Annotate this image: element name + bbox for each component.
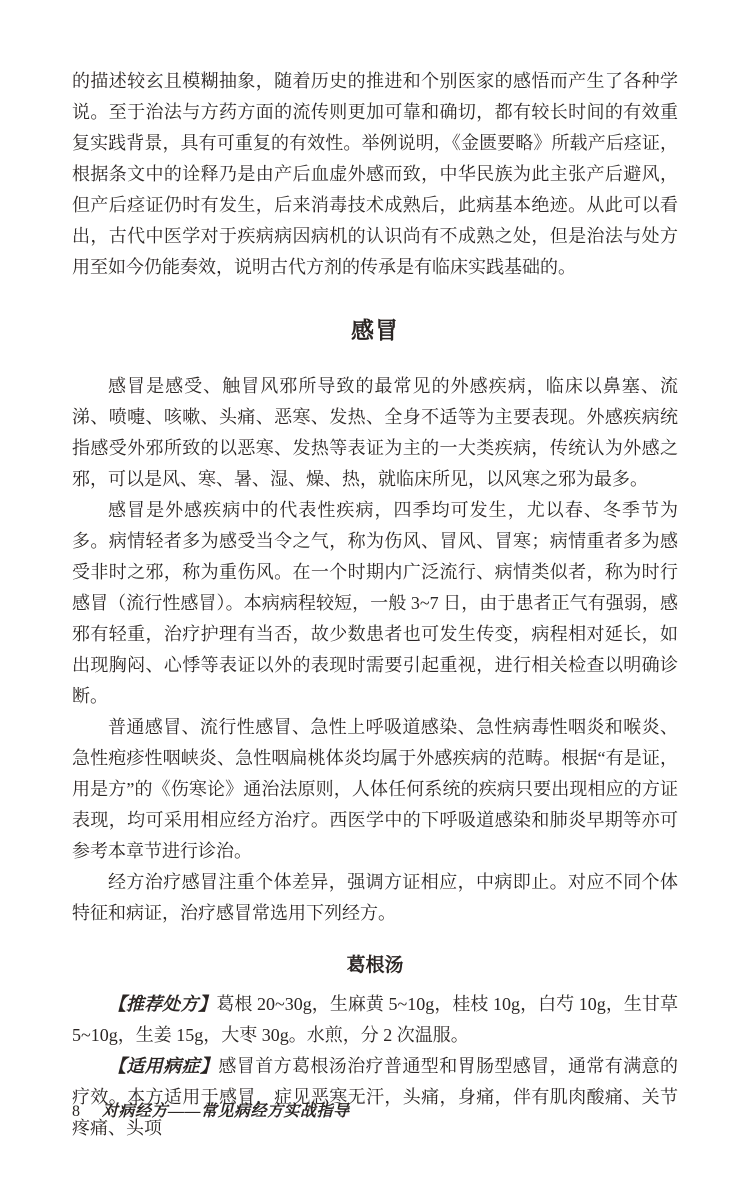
page-content	[72, 66, 678, 1144]
page-footer	[72, 1100, 678, 1124]
entry-text-recommended-prescription: 葛根 20~30g，生麻黄 5~10g，桂枝 10g，白芍 10g，生甘草 5~10g，生姜 15g，大枣 30g。水煎，分 2 次温服。	[72, 994, 679, 1045]
section-paragraph-1: 感冒是感受、触冒风邪所导致的最常见的外感疾病，临床以鼻塞、流涕、喷嚏、咳嗽、头痛、恶寒、发热、全身不适等为主要表现。外感疾病统指感受外邪所致的以恶寒、发热等表证为主的一大类疾病，传统认为外感之邪，可以是风、寒、暑、湿、燥、热，就临床所见，以风寒之邪为最多。	[72, 376, 678, 489]
section-paragraph-2: 感冒是外感疾病中的代表性疾病，四季均可发生，尤以春、冬季节为多。病情轻者多为感受当令之气，称为伤风、冒风、冒寒；病情重者多为感受非时之邪，称为重伤风。在一个时期内广泛流行、病情类似者，称为时行感冒（流行性感冒）。本病病程较短，一般 3~7 日，由于患者正气有强弱，感邪有轻重，治疗护理有当否，故少数患者也可发生传变，病程相对延长，如出现胸闷、心悸等表证以外的表现时需要引起重视，进行相关检查以明确诊断。	[72, 500, 678, 706]
section-title-ganmao: 感冒	[351, 317, 399, 343]
section-paragraph-3: 普通感冒、流行性感冒、急性上呼吸道感染、急性病毒性咽炎和喉炎、急性疱疹性咽峡炎、急性咽扁桃体炎均属于外感疾病的范畴。根据“有是证，用是方”的《伤寒论》通治法原则，人体任何系统的疾病只要出现相应的方证表现，均可采用相应经方治疗。西医学中的下呼吸道感染和肺炎早期等亦可参考本章节进行诊治。	[72, 717, 678, 861]
intro-continuation-paragraph: 的描述较玄且模糊抽象，随着历史的推进和个别医家的感悟而产生了各种学说。至于治法与方药方面的流传则更加可靠和确切，都有较长时间的有效重复实践背景，具有可重复的有效性。举例说明，《金匮要略》所载产后痉证，根据条文中的诠释乃是由产后血虚外感而致，中华民族为此主张产后避风，但产后痉证仍时有发生，后来消毒技术成熟后，此病基本绝迹。从此可以看出，古代中医学对于疾病病因病机的认识尚有不成熟之处，但是治法与处方用至如今仍能奏效，说明古代方剂的传承是有临床实践基础的。	[72, 71, 678, 277]
section-paragraph-4: 经方治疗感冒注重个体差异，强调方证相应，中病即止。对应不同个体特征和病证，治疗感冒常选用下列经方。	[72, 872, 678, 923]
entry-label-recommended-prescription: 【推荐处方】	[108, 994, 217, 1014]
entry-label-applicable-conditions: 【适用病症】	[108, 1056, 219, 1076]
formula-entry-applicable-conditions	[72, 1051, 678, 1144]
formula-entry-recommended-prescription	[72, 989, 678, 1051]
entry-text-applicable-conditions: 感冒首方葛根汤治疗普通型和胃肠型感冒，通常有满意的疗效。本方适用于感冒，症见恶寒无汗，头痛，身痛，伴有肌肉酸痛、关节疼痛、头项	[72, 1056, 679, 1138]
formula-title-gegentang: 葛根汤	[346, 955, 404, 976]
footer-book-title: 对病经方——常见病经方实战指导	[102, 1103, 350, 1120]
footer-page-number: 8	[72, 1103, 80, 1120]
